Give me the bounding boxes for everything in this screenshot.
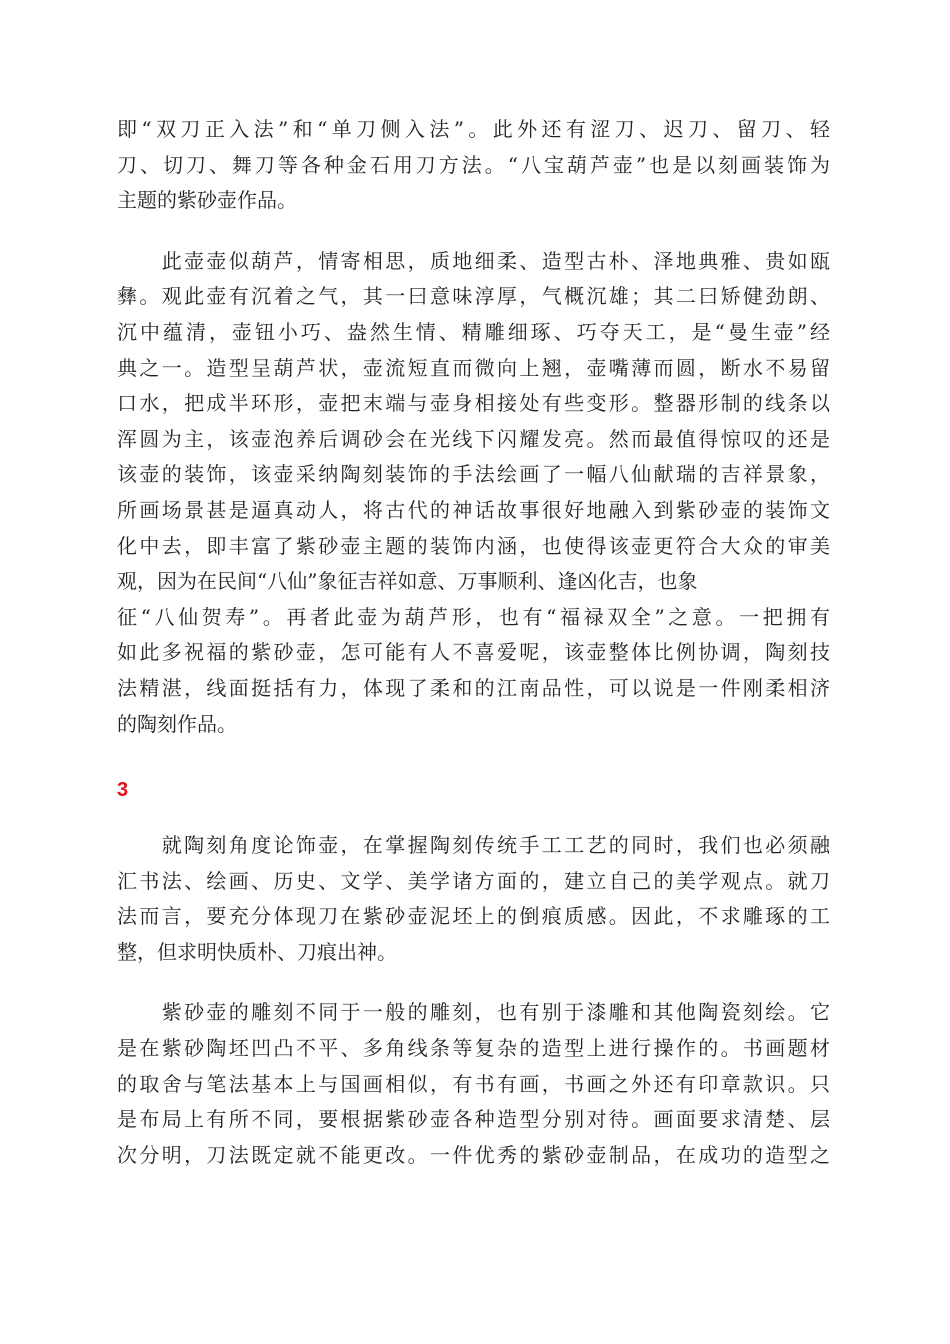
text-line: 该壶的装饰，该壶采纳陶刻装饰的手法绘画了一幅八仙献瑞的吉祥景象， — [117, 462, 830, 487]
text-line: 如此多祝福的紫砂壶，怎可能有人不喜爱呢，该壶整体比例协调，陶刻技 — [117, 640, 830, 665]
text-line: 口水，把成半环形，壶把末端与壶身相接处有些变形。整器形制的线条以 — [117, 391, 830, 416]
text-line: 彝。观此壶有沉着之气，其一曰意味淳厚，气概沉雄；其二曰矫健劲朗、 — [117, 284, 830, 309]
paragraph-teapot-engraving — [117, 995, 830, 1173]
text-line: 次分明，刀法既定就不能更改。一件优秀的紫砂壶制品，在成功的造型之 — [117, 1142, 830, 1167]
text-line: 浑圆为主，该壶泡养后调砂会在光线下闪耀发亮。然而最值得惊叹的还是 — [117, 426, 830, 451]
paragraph-carving-methods — [117, 112, 830, 219]
text-line: 的陶刻作品。 — [117, 711, 237, 736]
text-line: 就陶刻角度论饰壶，在掌握陶刻传统手工工艺的同时，我们也必须融 — [117, 833, 830, 858]
document-page — [117, 112, 830, 1173]
text-line: 典之一。造型呈葫芦状，壶流短直而微向上翘，壶嘴薄而圆，断水不易留 — [117, 355, 830, 380]
text-line: 法精湛，线面挺括有力，体现了柔和的江南品性，可以说是一件刚柔相济 — [117, 675, 830, 700]
text-line: 紫砂壶的雕刻不同于一般的雕刻，也有别于漆雕和其他陶瓷刻绘。它 — [117, 1000, 830, 1025]
text-line: 整，但求明快质朴、刀痕出神。 — [117, 939, 397, 964]
text-line: 汇书法、绘画、历史、文学、美学诸方面的，建立自己的美学观点。就刀 — [117, 868, 830, 893]
text-line: 化中去，即丰富了紫砂壶主题的装饰内涵，也使得该壶更符合大众的审美 — [117, 533, 830, 558]
text-line: 是在紫砂陶坯凹凸不平、多角线条等复杂的造型上进行操作的。书画题材 — [117, 1036, 830, 1061]
text-line: 征“八仙贺寿”。再者此壶为葫芦形，也有“福禄双全”之意。一把拥有 — [117, 604, 830, 629]
text-line: 此壶壶似葫芦，情寄相思，质地细柔、造型古朴、泽地典雅、贵如瓯 — [117, 248, 830, 273]
section-number: 3 — [117, 779, 129, 802]
text-line: 沉中蕴清，壶钮小巧、盎然生情、精雕细琢、巧夺天工，是“曼生壶”经 — [117, 319, 830, 344]
paragraph-gourd-teapot — [117, 244, 830, 742]
text-line: 是布局上有所不同，要根据紫砂壶各种造型分别对待。画面要求清楚、层 — [117, 1107, 830, 1132]
text-line: 刀、切刀、舞刀等各种金石用刀方法。“八宝葫芦壶”也是以刻画装饰为 — [117, 152, 830, 177]
text-line: 主题的紫砂壶作品。 — [117, 188, 297, 213]
text-line: 观，因为在民间“八仙”象征吉祥如意、万事顺利、逢凶化吉，也象 — [117, 569, 698, 594]
paragraph-carving-perspective — [117, 828, 830, 970]
text-line: 所画场景甚是逼真动人，将古代的神话故事很好地融入到紫砂壶的装饰文 — [117, 497, 830, 522]
text-line: 的取舍与笔法基本上与国画相似，有书有画，书画之外还有印章款识。只 — [117, 1071, 830, 1096]
text-line: 即“双刀正入法”和“单刀侧入法”。此外还有涩刀、迟刀、留刀、轻 — [117, 117, 830, 141]
text-line: 法而言，要充分体现刀在紫砂壶泥坯上的倒痕质感。因此，不求雕琢的工 — [117, 904, 830, 929]
